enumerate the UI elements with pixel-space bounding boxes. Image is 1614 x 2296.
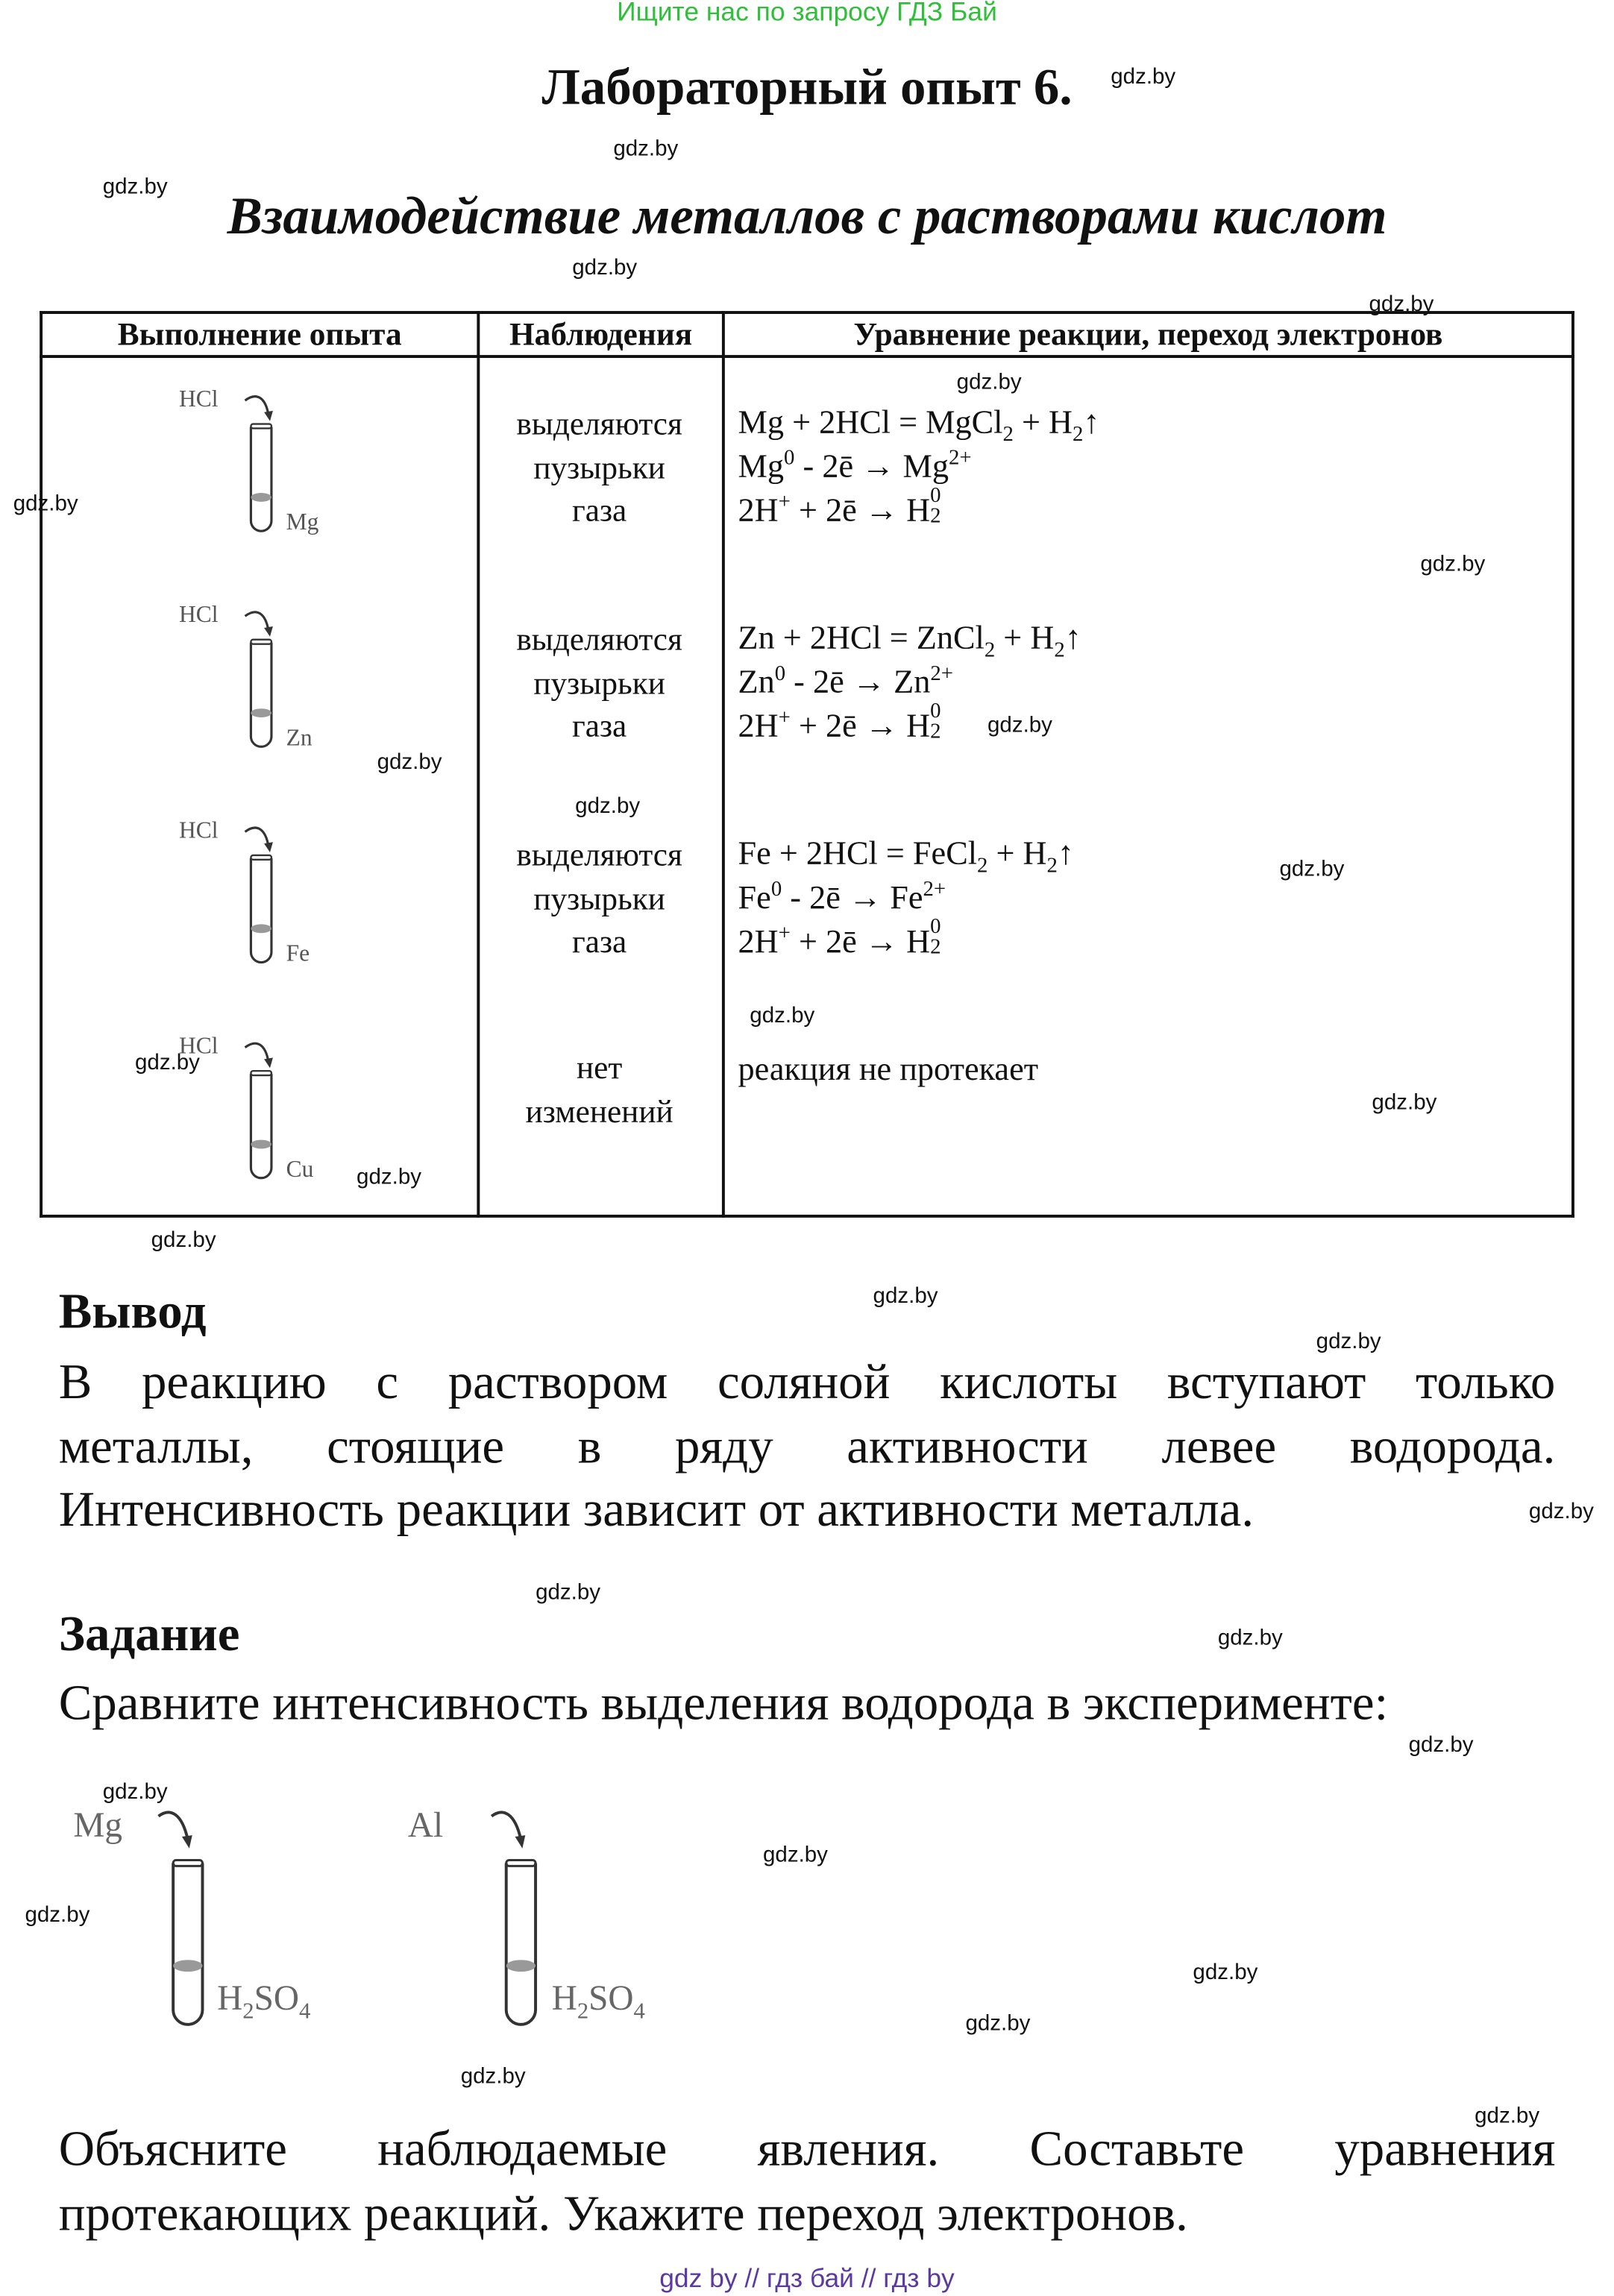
watermark: gdz.by bbox=[1528, 1499, 1594, 1525]
watermark: gdz.by bbox=[1369, 292, 1434, 317]
page-title: Лабораторный опыт 6. bbox=[541, 58, 1073, 116]
header-procedure: Выполнение опыта bbox=[41, 312, 478, 356]
watermark: gdz.by bbox=[1193, 1960, 1258, 1985]
watermark: gdz.by bbox=[357, 1165, 422, 1190]
watermark: gdz.by bbox=[1217, 1625, 1283, 1651]
observation-text: выделяются bbox=[516, 836, 682, 873]
oxidation-half-reaction: Zn$^0$ - 2ē → $Zn^{2+}$ bbox=[738, 662, 953, 700]
observation-text: газа bbox=[572, 922, 627, 960]
watermark: gdz.by bbox=[572, 255, 638, 280]
observation-text: газа bbox=[572, 707, 627, 744]
watermark: gdz.by bbox=[762, 1842, 828, 1868]
watermark: gdz.by bbox=[956, 369, 1022, 395]
search-hint-link[interactable]: Ищите нас по запросу ГДЗ Бай bbox=[617, 0, 997, 27]
observation-text: выделяются bbox=[516, 404, 682, 442]
reaction-equation: Mg + 2HCl = MgCl$_2$ + $H_2↑$ bbox=[738, 403, 1100, 447]
metal-label: Fe bbox=[286, 942, 310, 967]
reagent-label: HCl bbox=[179, 1034, 219, 1060]
conclusion-line: Интенсивность реакции зависит от активности металла. bbox=[58, 1482, 1255, 1538]
test-tube-icon bbox=[480, 1805, 553, 2032]
observation-text: пузырьки bbox=[533, 879, 665, 916]
reaction-equation: реакция не протекает bbox=[738, 1050, 1039, 1087]
reduction-half-reaction: 2H+ + 2ē → H 0 2 bbox=[738, 484, 941, 529]
task-line: Сравните интенсивность выделения водорода в эксперименте: bbox=[58, 1676, 1389, 1732]
observation-text: изменений bbox=[525, 1092, 673, 1129]
conclusion-line: В реакцию с раствором соляной кислоты вступают только bbox=[58, 1355, 1556, 1410]
observation-text: пузырьки bbox=[533, 448, 665, 485]
watermark: gdz.by bbox=[575, 793, 641, 819]
observation-text: нет bbox=[576, 1048, 623, 1086]
watermark: gdz.by bbox=[1372, 1089, 1437, 1116]
watermark: gdz.by bbox=[102, 174, 168, 200]
header-observations: Наблюдения bbox=[478, 312, 723, 356]
test-tube-icon bbox=[239, 823, 283, 970]
watermark: gdz.by bbox=[25, 1902, 90, 1928]
watermark: gdz.by bbox=[1279, 856, 1345, 882]
watermark: gdz.by bbox=[13, 491, 78, 517]
watermark: gdz.by bbox=[377, 749, 442, 775]
watermark: gdz.by bbox=[750, 1003, 815, 1029]
watermark: gdz.by bbox=[134, 1050, 200, 1076]
reagent-label: HCl bbox=[179, 603, 219, 629]
acid-label: $H_2SO_4$ bbox=[551, 1980, 645, 2025]
watermark: gdz.by bbox=[987, 713, 1052, 738]
watermark: gdz.by bbox=[1475, 2104, 1540, 2129]
task-line: протекающих реакций. Укажите переход электронов. bbox=[58, 2187, 1188, 2242]
task-line: Объясните наблюдаемые явления. Составьте уравнения bbox=[58, 2122, 1556, 2177]
task-heading: Задание bbox=[58, 1608, 240, 1662]
watermark: gdz.by bbox=[102, 1779, 168, 1805]
reduction-half-reaction: 2H+ + 2ē → H 0 2 bbox=[738, 699, 941, 744]
watermark: gdz.by bbox=[873, 1283, 938, 1309]
footer-links[interactable]: gdz by // гдз бай // гдз by bbox=[659, 2263, 955, 2293]
oxidation-half-reaction: Fe$^0$ - 2ē → $Fe^{2+}$ bbox=[738, 878, 946, 916]
watermark: gdz.by bbox=[151, 1227, 216, 1254]
watermark: gdz.by bbox=[613, 136, 679, 162]
observation-text: газа bbox=[572, 491, 627, 529]
watermark: gdz.by bbox=[460, 2063, 526, 2089]
reagent-label: HCl bbox=[179, 818, 219, 844]
watermark: gdz.by bbox=[1420, 551, 1486, 577]
observation-text: пузырьки bbox=[533, 664, 665, 701]
watermark: gdz.by bbox=[1111, 64, 1176, 90]
watermark: gdz.by bbox=[1316, 1329, 1381, 1354]
metal-label: Cu bbox=[286, 1157, 314, 1183]
reduction-half-reaction: 2H+ + 2ē → H 0 2 bbox=[738, 915, 941, 960]
reaction-equation: Zn + 2HCl = ZnCl$_2$ + $H_2↑$ bbox=[738, 619, 1081, 663]
header-equations: Уравнение реакции, переход электронов bbox=[723, 312, 1573, 356]
metal-label: Zn bbox=[286, 726, 313, 752]
test-tube-icon bbox=[147, 1805, 220, 2032]
test-tube-icon bbox=[239, 391, 283, 538]
watermark: gdz.by bbox=[965, 2011, 1031, 2036]
observation-text: выделяются bbox=[516, 620, 682, 658]
metal-label: Mg bbox=[286, 510, 319, 536]
oxidation-half-reaction: Mg$^0$ - 2ē → $Mg^{2+}$ bbox=[738, 447, 972, 485]
reagent-label: HCl bbox=[179, 387, 219, 412]
test-tube-icon bbox=[239, 607, 283, 754]
watermark: gdz.by bbox=[1408, 1732, 1474, 1758]
reaction-equation: Fe + 2HCl = FeCl$_2$ + $H_2↑$ bbox=[738, 834, 1075, 878]
acid-label: $H_2SO_4$ bbox=[217, 1980, 311, 2025]
task-metal-label: Mg bbox=[73, 1807, 122, 1846]
test-tube-icon bbox=[239, 1039, 283, 1186]
page-subtitle: Взаимодействие металлов с растворами кислот bbox=[227, 186, 1387, 245]
watermark: gdz.by bbox=[536, 1579, 601, 1605]
conclusion-heading: Вывод bbox=[58, 1285, 207, 1340]
task-metal-label: Al bbox=[407, 1807, 444, 1846]
table-header-row bbox=[41, 312, 1573, 356]
conclusion-line: металлы, стоящие в ряду активности левее водорода. bbox=[58, 1420, 1556, 1475]
